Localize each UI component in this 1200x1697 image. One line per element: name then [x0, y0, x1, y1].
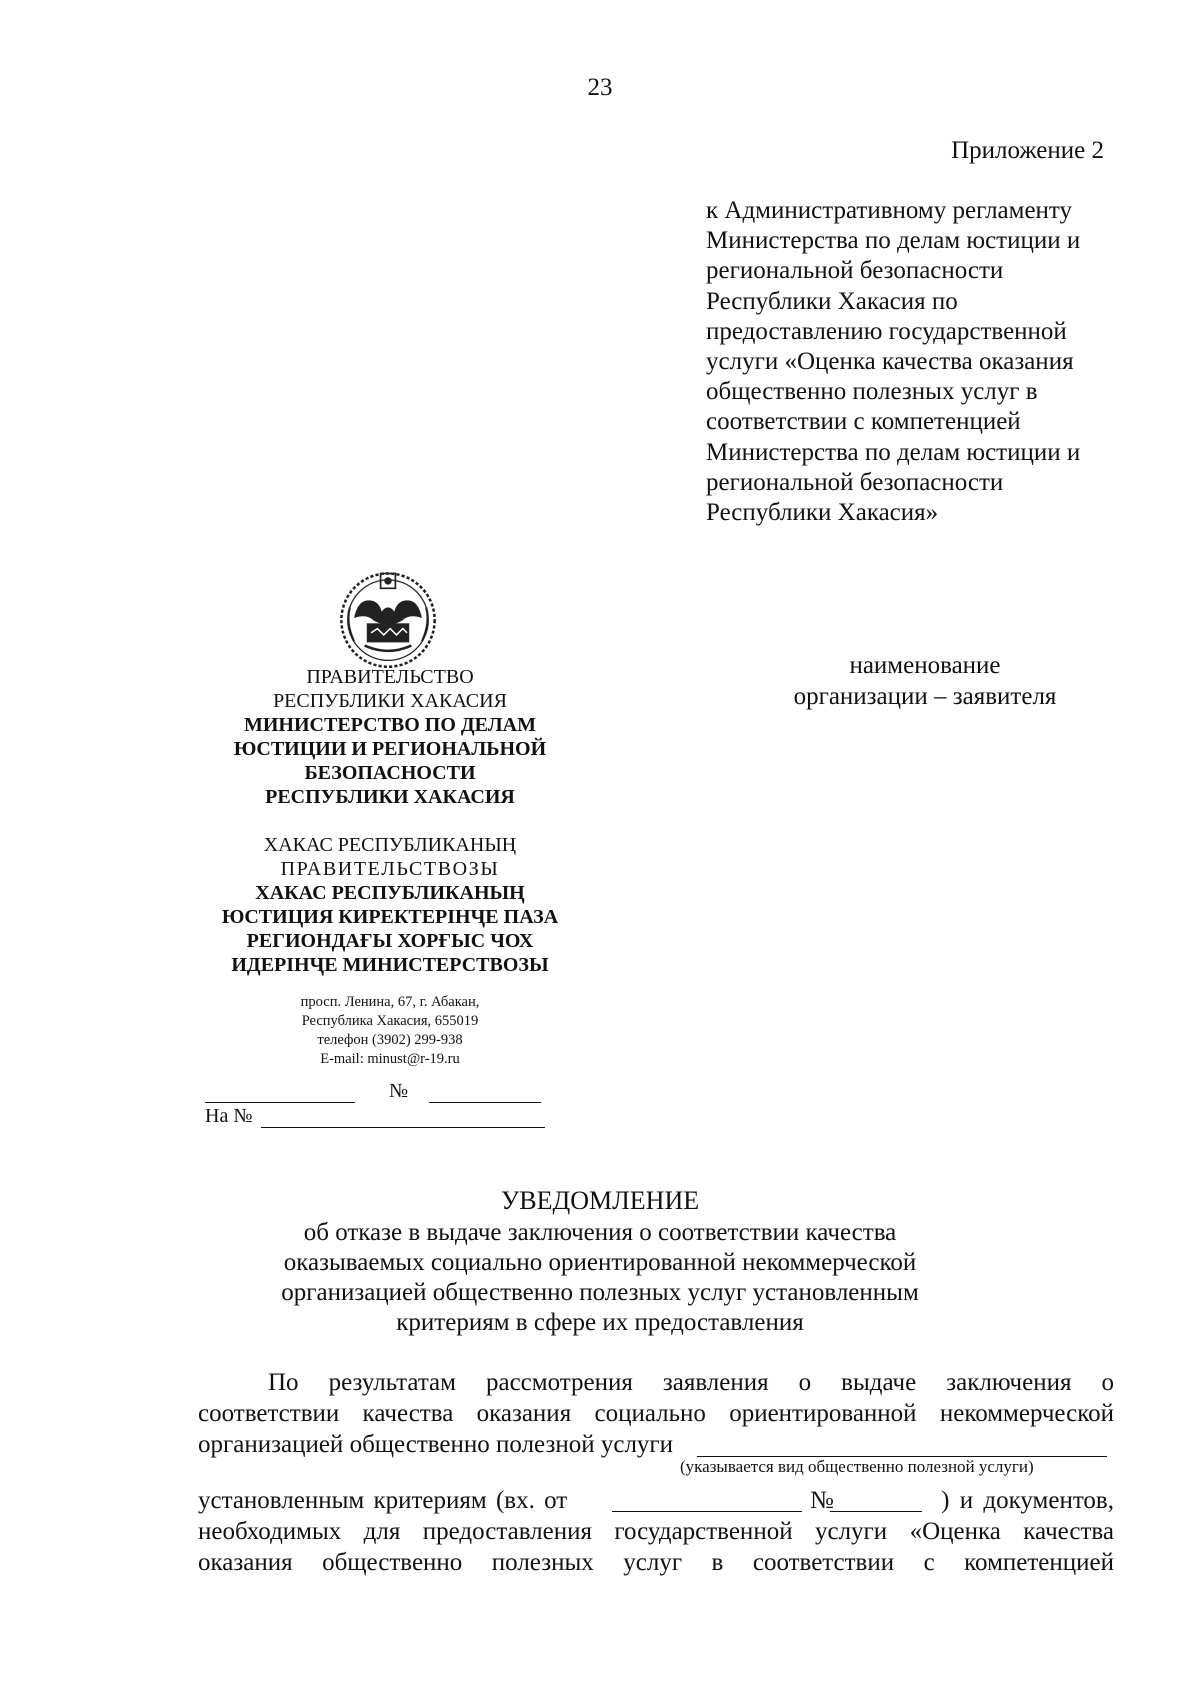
letterhead-ministry-kh-3: РЕГИОНДАҒЫ ХОРҒЫС ЧОХ: [246, 930, 534, 952]
body-line-4-start: установленным критериям (вх. от: [198, 1487, 568, 1514]
body-line-4-end: ) и документов,: [941, 1487, 1114, 1514]
page-number: 23: [587, 74, 613, 101]
date-blank-line: [205, 1102, 355, 1103]
letterhead-address-1: просп. Ленина, 67, г. Абакан,: [300, 994, 480, 1010]
reply-to-label: На №: [205, 1105, 253, 1127]
service-type-hint: (указывается вид общественно полезной услуги): [680, 1457, 1034, 1476]
number-sign: №: [389, 1080, 409, 1102]
body-line-5: необходимых для предоставления государственной услуги «Оценка качества: [198, 1518, 1114, 1545]
letterhead-address-2: Республика Хакасия, 655019: [301, 1013, 479, 1029]
letterhead-ministry-ru-2: ЮСТИЦИИ И РЕГИОНАЛЬНОЙ: [233, 738, 547, 760]
letterhead-ministry-ru-4: РЕСПУБЛИКИ ХАКАСИЯ: [265, 786, 515, 808]
notice-subtitle-line: оказываемых социально ориентированной некоммерческой: [283, 1249, 917, 1276]
letterhead-gov-kh-1: ХАКАС РЕСПУБЛИКАНЫҢ: [263, 834, 517, 856]
notice-subtitle-line: организацией общественно полезных услуг установленным: [281, 1279, 919, 1306]
letterhead-gov-ru-1: ПРАВИТЕЛЬСТВО: [306, 666, 474, 688]
letterhead-gov-kh-2: ПРАВИТЕЛЬСТВОЗЫ: [280, 858, 500, 880]
appendix-line: предоставлению государственной: [706, 317, 1067, 345]
appendix-line: общественно полезных услуг в: [706, 378, 1038, 406]
appendix-subtitle: [706, 196, 1146, 528]
addressee-block: [760, 650, 1090, 712]
registration-fields: [205, 1080, 545, 1130]
appendix-line: Республики Хакасия»: [706, 499, 939, 527]
appendix-title: Приложение 2: [951, 137, 1104, 164]
coat-of-arms-emblem: [335, 565, 441, 671]
appendix-line: региональной безопасности: [706, 257, 1004, 285]
appendix-line: соответствии с компетенцией: [706, 408, 1021, 436]
body-line-3: организацией общественно полезной услуги: [198, 1431, 674, 1458]
incoming-date-blank-line: [612, 1511, 802, 1512]
letterhead-gov-ru-2: РЕСПУБЛИКИ ХАКАСИЯ: [273, 690, 507, 712]
addressee-line-1: наименование: [849, 652, 1001, 679]
notice-subtitle-line: об отказе в выдаче заключения о соответствии качества: [303, 1219, 897, 1246]
body-line-6: оказания общественно полезных услуг в соответствии с компетенцией: [198, 1549, 1114, 1576]
letterhead-phone: телефон (3902) 299-938: [317, 1032, 463, 1048]
appendix-line: услуги «Оценка качества оказания: [706, 348, 1074, 376]
addressee-line-2: организации – заявителя: [793, 683, 1057, 710]
letterhead-ministry-kh-1: ХАКАС РЕСПУБЛИКАНЫҢ: [255, 882, 525, 904]
letterhead-email: E-mail: minust@r-19.ru: [320, 1051, 460, 1067]
body-line-2: соответствии качества оказания социально ориентированной некоммерческой: [198, 1400, 1114, 1427]
letterhead-ministry-ru-3: БЕЗОПАСНОСТИ: [304, 762, 476, 784]
letterhead: [200, 665, 580, 1069]
appendix-line: Республики Хакасия по: [706, 287, 958, 315]
number-blank-line: [429, 1102, 541, 1103]
appendix-line: Министерства по делам юстиции и: [706, 227, 1081, 255]
appendix-line: Министерства по делам юстиции и: [706, 438, 1081, 466]
notice-title: УВЕДОМЛЕНИЕ: [500, 1186, 700, 1215]
letterhead-ministry-kh-2: ЮСТИЦИЯ КИРЕКТЕРІНҶЕ ПАЗА: [221, 906, 559, 928]
reply-to-blank-line: [261, 1127, 545, 1128]
notice-subtitle-line: критериям в сфере их предоставления: [396, 1309, 804, 1336]
letterhead-ministry-ru-1: МИНИСТЕРСТВО ПО ДЕЛАМ: [244, 714, 536, 736]
incoming-number-blank-line: [830, 1511, 922, 1512]
incoming-number-sign: №: [810, 1487, 834, 1514]
appendix-line: региональной безопасности: [706, 468, 1004, 496]
letterhead-ministry-kh-4: ИДЕРІНҶЕ МИНИСТЕРСТВОЗЫ: [231, 954, 549, 976]
appendix-line: к Административному регламенту: [706, 197, 1073, 224]
body-line-1: По результатам рассмотрения заявления о выдаче заключения о: [268, 1369, 1114, 1396]
notice-heading: [0, 1186, 1200, 1338]
